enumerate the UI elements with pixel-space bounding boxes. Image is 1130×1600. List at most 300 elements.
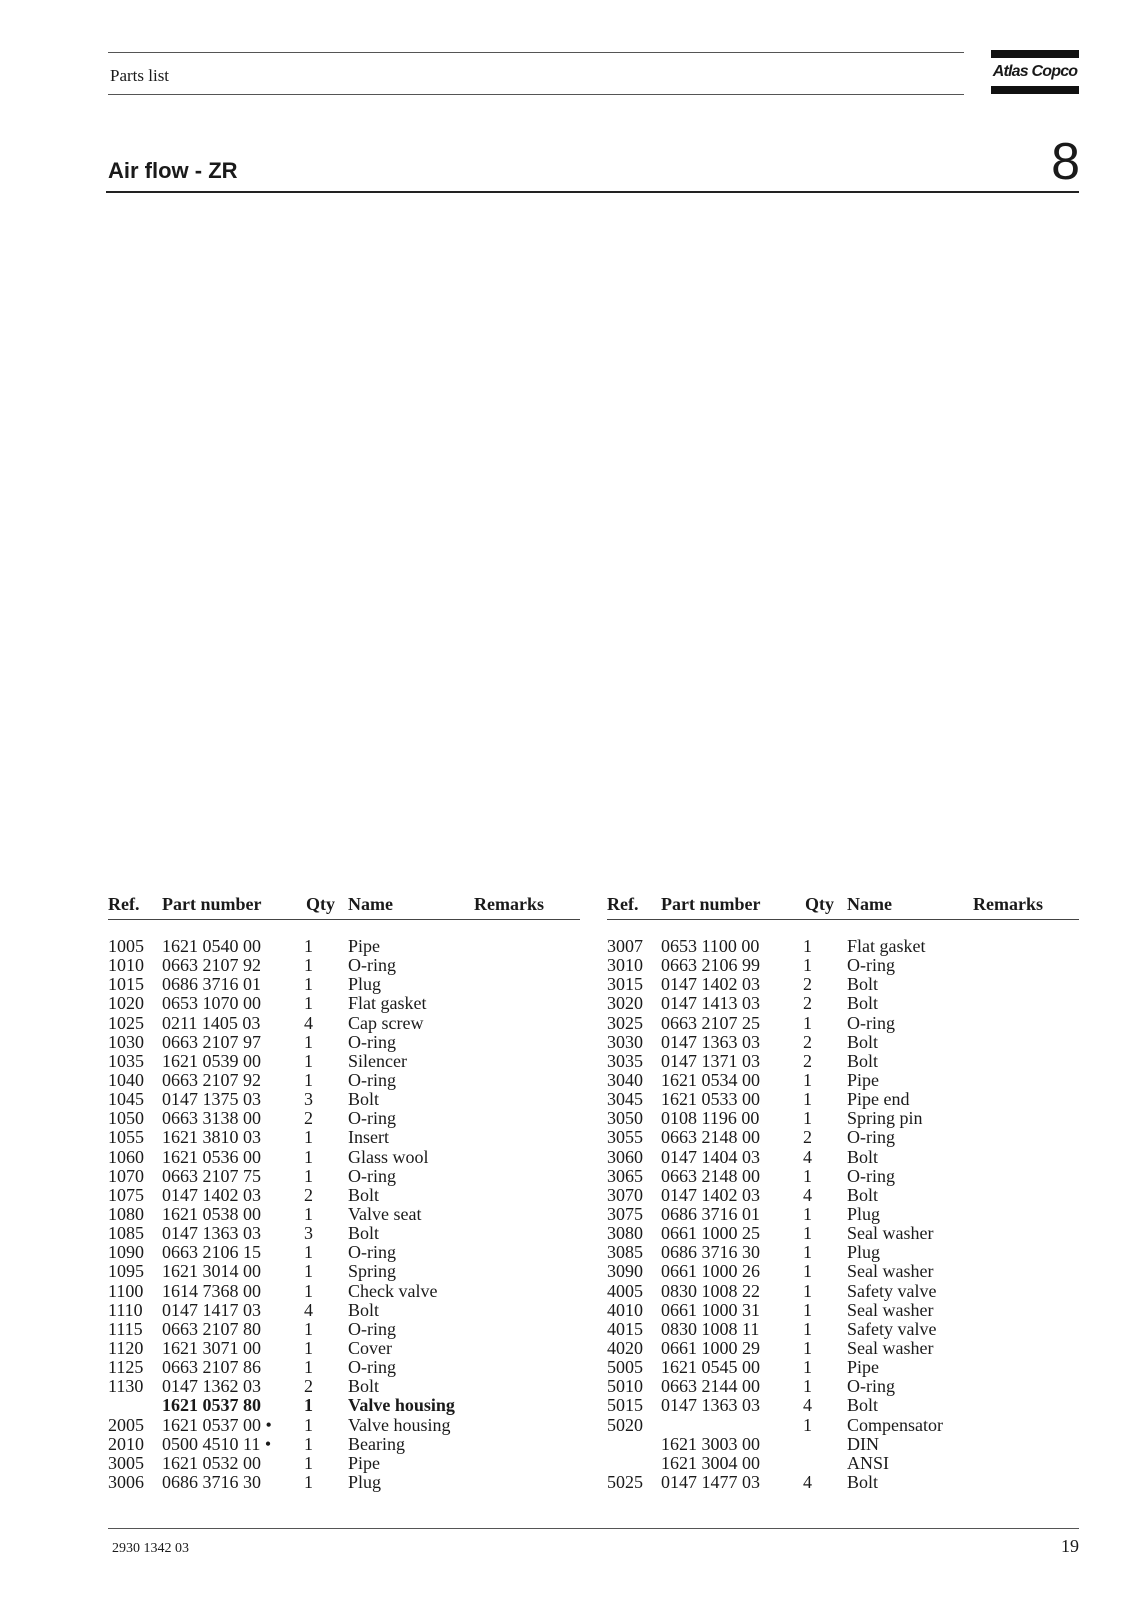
- name-cell: O-ring: [348, 1031, 396, 1052]
- header-part-number: Part number: [162, 894, 262, 914]
- ref-cell: 1120: [108, 1337, 144, 1358]
- table-row: [108, 1416, 580, 1435]
- qty-cell: 2: [803, 1127, 812, 1148]
- qty-cell: 1: [304, 1146, 313, 1167]
- header-ref: Ref.: [607, 894, 639, 914]
- ref-cell: 1055: [108, 1127, 144, 1148]
- qty-cell: 1: [304, 1433, 313, 1454]
- table-row: [108, 1090, 580, 1109]
- part-number-cell: 0211 1405 03: [162, 1012, 261, 1033]
- name-cell: Bolt: [847, 1050, 879, 1071]
- header-label: Parts list: [110, 66, 170, 85]
- footer-page-number: 19: [1061, 1536, 1079, 1556]
- ref-cell: 1010: [108, 955, 144, 976]
- section-rule: [106, 191, 1079, 193]
- ref-cell: 1125: [108, 1357, 144, 1378]
- name-cell: O-ring: [348, 1357, 396, 1378]
- name-cell: Seal washer: [847, 1261, 934, 1282]
- table-row: [607, 1090, 1079, 1109]
- qty-cell: 4: [803, 1395, 812, 1416]
- ref-cell: 3065: [607, 1165, 643, 1186]
- part-number-cell: 0147 1363 03: [162, 1223, 261, 1244]
- name-cell: Plug: [348, 1471, 382, 1492]
- name-cell: Bolt: [348, 1376, 380, 1397]
- qty-cell: 1: [304, 1357, 313, 1378]
- ref-cell: 1080: [108, 1203, 144, 1224]
- ref-cell: 3035: [607, 1050, 643, 1071]
- part-number-cell: 0663 2107 92: [162, 955, 261, 976]
- table-row: [607, 937, 1079, 956]
- name-cell: Plug: [847, 1242, 881, 1263]
- parts-table-right: [607, 895, 1079, 1492]
- ref-cell: 3040: [607, 1069, 643, 1090]
- table-row: [108, 1358, 580, 1377]
- part-number-cell: 1621 0539 00: [162, 1050, 261, 1071]
- qty-cell: 1: [304, 1318, 313, 1339]
- header-qty: Qty: [306, 894, 335, 914]
- ref-cell: 3060: [607, 1146, 643, 1167]
- qty-cell: 1: [803, 1376, 812, 1397]
- ref-cell: 5010: [607, 1376, 643, 1397]
- ref-cell: 5005: [607, 1357, 643, 1378]
- part-number-cell: 0663 2107 97: [162, 1031, 261, 1052]
- table-row: [607, 1224, 1079, 1243]
- table-row: [607, 1435, 1079, 1454]
- part-number-cell: 0147 1477 03: [661, 1471, 760, 1492]
- part-number-cell: 0653 1100 00: [661, 936, 760, 956]
- part-number-cell: 1621 0532 00: [162, 1452, 261, 1473]
- ref-cell: 3006: [108, 1471, 144, 1492]
- ref-cell: 1100: [108, 1280, 144, 1301]
- name-cell: Spring: [348, 1261, 397, 1282]
- ref-cell: 3090: [607, 1261, 643, 1282]
- qty-cell: 2: [803, 974, 812, 995]
- ref-cell: 1045: [108, 1089, 144, 1110]
- qty-cell: 1: [304, 1471, 313, 1492]
- header-top-rule: [108, 52, 964, 53]
- name-cell: Seal washer: [847, 1223, 934, 1244]
- part-number-cell: 0663 2107 25: [661, 1012, 760, 1033]
- ref-cell: 5025: [607, 1471, 643, 1492]
- name-cell: Pipe: [847, 1069, 880, 1090]
- ref-cell: 1035: [108, 1050, 144, 1071]
- name-cell: Bolt: [847, 974, 879, 995]
- name-cell: Flat gasket: [348, 993, 427, 1014]
- part-number-cell: 0147 1363 03: [661, 1031, 760, 1052]
- part-number-cell: 0108 1196 00: [661, 1108, 760, 1129]
- name-cell: Pipe: [348, 1452, 381, 1473]
- qty-cell: 1: [803, 1414, 812, 1435]
- table-row: [108, 1071, 580, 1090]
- table-header-rule: [108, 919, 580, 920]
- table-row: [108, 937, 580, 956]
- name-cell: Valve housing: [348, 1414, 451, 1435]
- qty-cell: 1: [803, 1203, 812, 1224]
- qty-cell: 1: [304, 993, 313, 1014]
- qty-cell: 1: [803, 1012, 812, 1033]
- name-cell: Cap screw: [348, 1012, 424, 1033]
- header-name: Name: [348, 894, 393, 914]
- qty-cell: 4: [803, 1146, 812, 1167]
- table-row: [108, 1224, 580, 1243]
- footer-rule: [108, 1528, 1079, 1529]
- table-row: [607, 1148, 1079, 1167]
- table-row: [607, 1014, 1079, 1033]
- ref-cell: 3070: [607, 1184, 643, 1205]
- ref-cell: 1060: [108, 1146, 144, 1167]
- footer-document-number: 2930 1342 03: [112, 1541, 189, 1556]
- part-number-cell: 0147 1375 03: [162, 1089, 261, 1110]
- ref-cell: 1110: [108, 1299, 143, 1320]
- ref-cell: 4020: [607, 1337, 643, 1358]
- table-row: [108, 1320, 580, 1339]
- part-number-cell: 0653 1070 00: [162, 993, 261, 1014]
- table-row: [607, 1128, 1079, 1147]
- name-cell: Pipe: [847, 1357, 880, 1378]
- part-number-cell: 1621 0538 00: [162, 1203, 261, 1224]
- name-cell: Pipe: [348, 936, 381, 956]
- table-row: [607, 1454, 1079, 1473]
- table-row: [108, 1282, 580, 1301]
- qty-cell: 1: [304, 1242, 313, 1263]
- section-title: Air flow - ZR: [108, 158, 238, 183]
- part-number-cell: 0663 2106 99: [661, 955, 760, 976]
- ref-cell: 1070: [108, 1165, 144, 1186]
- name-cell: Bolt: [847, 1031, 879, 1052]
- header-qty: Qty: [805, 894, 834, 914]
- part-number-cell: 1621 3810 03: [162, 1127, 261, 1148]
- qty-cell: 3: [304, 1089, 313, 1110]
- part-number-cell: 0663 2106 15: [162, 1242, 261, 1263]
- logo-text: Atlas Copco: [992, 63, 1078, 80]
- qty-cell: 1: [803, 1318, 812, 1339]
- table-row: [607, 1339, 1079, 1358]
- table-row: [108, 1109, 580, 1128]
- ref-cell: 4015: [607, 1318, 643, 1339]
- qty-cell: 1: [803, 936, 812, 956]
- ref-cell: 3025: [607, 1012, 643, 1033]
- name-cell: Bolt: [847, 993, 879, 1014]
- qty-cell: 1: [304, 1050, 313, 1071]
- ref-cell: 5020: [607, 1414, 643, 1435]
- part-number-cell: 1621 0545 00: [661, 1357, 760, 1378]
- qty-cell: 1: [803, 1069, 812, 1090]
- part-number-cell: 0147 1363 03: [661, 1395, 760, 1416]
- part-number-cell: 0147 1362 03: [162, 1376, 261, 1397]
- qty-cell: 1: [803, 1357, 812, 1378]
- table-row: [108, 1473, 580, 1492]
- table-row: [108, 1377, 580, 1396]
- parts-table-left: [108, 895, 580, 1492]
- part-number-cell: 0663 2144 00: [661, 1376, 760, 1397]
- table-row: [607, 1282, 1079, 1301]
- qty-cell: 1: [803, 1089, 812, 1110]
- name-cell: Bolt: [348, 1223, 380, 1244]
- ref-cell: 5015: [607, 1395, 643, 1416]
- name-cell: Seal washer: [847, 1337, 934, 1358]
- header-part-number: Part number: [661, 894, 761, 914]
- name-cell: Seal washer: [847, 1299, 934, 1320]
- qty-cell: 1: [803, 1280, 812, 1301]
- qty-cell: 1: [304, 1395, 313, 1416]
- qty-cell: 1: [304, 1165, 313, 1186]
- qty-cell: 1: [803, 1261, 812, 1282]
- header-remarks: Remarks: [973, 894, 1043, 914]
- header-ref: Ref.: [108, 894, 140, 914]
- name-cell: Valve seat: [348, 1203, 422, 1224]
- part-number-cell: 1621 0534 00: [661, 1069, 760, 1090]
- part-number-cell: 0830 1008 22: [661, 1280, 760, 1301]
- logo-top-bar: [991, 50, 1079, 58]
- part-number-cell: 0686 3716 01: [162, 974, 261, 995]
- ref-cell: 3010: [607, 955, 643, 976]
- qty-cell: 1: [304, 1203, 313, 1224]
- ref-cell: 1050: [108, 1108, 144, 1129]
- qty-cell: 2: [304, 1376, 313, 1397]
- table-row: [607, 1071, 1079, 1090]
- table-row: [108, 1243, 580, 1262]
- table-row: [607, 1167, 1079, 1186]
- part-number-cell: 0686 3716 01: [661, 1203, 760, 1224]
- name-cell: O-ring: [348, 1242, 396, 1263]
- ref-cell: 2005: [108, 1414, 144, 1435]
- part-number-cell: 0830 1008 11: [661, 1318, 760, 1339]
- part-number-cell: 0663 3138 00: [162, 1108, 261, 1129]
- name-cell: O-ring: [847, 1127, 895, 1148]
- name-cell: Bolt: [348, 1184, 380, 1205]
- name-cell: O-ring: [348, 1069, 396, 1090]
- table-row: [607, 1416, 1079, 1435]
- table-row: [108, 1339, 580, 1358]
- table-row: [607, 1052, 1079, 1071]
- name-cell: O-ring: [847, 1376, 895, 1397]
- name-cell: Cover: [348, 1337, 392, 1358]
- table-row: [108, 1167, 580, 1186]
- name-cell: O-ring: [348, 1165, 396, 1186]
- qty-cell: 1: [803, 1165, 812, 1186]
- ref-cell: 1130: [108, 1376, 144, 1397]
- qty-cell: 1: [803, 1299, 812, 1320]
- table-row: [108, 1301, 580, 1320]
- part-number-cell: 0663 2148 00: [661, 1165, 760, 1186]
- ref-cell: 1090: [108, 1242, 144, 1263]
- table-row: [108, 1454, 580, 1473]
- table-header-row: [607, 895, 1079, 919]
- part-number-cell: 0500 4510 11 •: [162, 1433, 272, 1454]
- table-row: [607, 1301, 1079, 1320]
- ref-cell: 1040: [108, 1069, 144, 1090]
- qty-cell: 1: [304, 955, 313, 976]
- part-number-cell: 1621 0536 00: [162, 1146, 261, 1167]
- qty-cell: 4: [304, 1299, 313, 1320]
- part-number-cell: 1621 3014 00: [162, 1261, 261, 1282]
- part-number-cell: 0147 1402 03: [661, 974, 760, 995]
- ref-cell: 1115: [108, 1318, 143, 1339]
- table-row: [607, 1320, 1079, 1339]
- part-number-cell: 0663 2107 75: [162, 1165, 261, 1186]
- part-number-cell: 0686 3716 30: [661, 1242, 760, 1263]
- ref-cell: 1020: [108, 993, 144, 1014]
- table-row: [607, 1377, 1079, 1396]
- part-number-cell: 0147 1413 03: [661, 993, 760, 1014]
- qty-cell: 2: [803, 1031, 812, 1052]
- ref-cell: 3020: [607, 993, 643, 1014]
- name-cell: Bolt: [847, 1471, 879, 1492]
- table-rows: [607, 937, 1079, 1492]
- qty-cell: 1: [304, 1280, 313, 1301]
- table-row: [607, 956, 1079, 975]
- qty-cell: 1: [803, 1108, 812, 1129]
- table-row: [108, 1014, 580, 1033]
- table-row: [607, 975, 1079, 994]
- table-row: [108, 1148, 580, 1167]
- ref-cell: 4010: [607, 1299, 643, 1320]
- ref-cell: 2010: [108, 1433, 144, 1454]
- table-row: [108, 994, 580, 1013]
- table-row: [108, 1396, 580, 1415]
- table-row: [607, 1109, 1079, 1128]
- table-row: [607, 1033, 1079, 1052]
- name-cell: Bearing: [348, 1433, 405, 1454]
- qty-cell: 1: [304, 974, 313, 995]
- ref-cell: 1005: [108, 936, 144, 956]
- section-number: 8: [1051, 133, 1080, 191]
- qty-cell: 2: [803, 993, 812, 1014]
- table-row: [108, 1128, 580, 1147]
- qty-cell: 1: [304, 1414, 313, 1435]
- name-cell: O-ring: [847, 955, 895, 976]
- qty-cell: 1: [803, 1337, 812, 1358]
- part-number-cell: 0661 1000 25: [661, 1223, 760, 1244]
- part-number-cell: 0661 1000 26: [661, 1261, 760, 1282]
- qty-cell: 1: [304, 1337, 313, 1358]
- qty-cell: 4: [803, 1471, 812, 1492]
- name-cell: Silencer: [348, 1050, 407, 1071]
- part-number-cell: 0147 1371 03: [661, 1050, 760, 1071]
- table-row: [607, 1473, 1079, 1492]
- part-number-cell: 1621 0540 00: [162, 936, 261, 956]
- ref-cell: 3005: [108, 1452, 144, 1473]
- ref-cell: 1025: [108, 1012, 144, 1033]
- part-number-cell: 0663 2107 86: [162, 1357, 261, 1378]
- qty-cell: 1: [304, 936, 313, 956]
- ref-cell: 1085: [108, 1223, 144, 1244]
- table-row: [607, 1262, 1079, 1281]
- ref-cell: 1095: [108, 1261, 144, 1282]
- name-cell: O-ring: [348, 1108, 396, 1129]
- qty-cell: 1: [304, 1261, 313, 1282]
- ref-cell: 3080: [607, 1223, 643, 1244]
- ref-cell: 3045: [607, 1089, 643, 1110]
- ref-cell: 4005: [607, 1280, 643, 1301]
- qty-cell: 4: [803, 1184, 812, 1205]
- atlas-copco-logo: [991, 50, 1079, 94]
- part-number-cell: 0663 2148 00: [661, 1127, 760, 1148]
- ref-cell: 3015: [607, 974, 643, 995]
- part-number-cell: 0147 1402 03: [661, 1184, 760, 1205]
- qty-cell: 1: [304, 1127, 313, 1148]
- table-row: [108, 956, 580, 975]
- qty-cell: 1: [803, 1242, 812, 1263]
- part-number-cell: 0663 2107 80: [162, 1318, 261, 1339]
- name-cell: Bolt: [847, 1184, 879, 1205]
- part-number-cell: 1621 0537 00 •: [162, 1414, 272, 1435]
- name-cell: Plug: [847, 1203, 881, 1224]
- table-row: [108, 1186, 580, 1205]
- name-cell: Spring pin: [847, 1108, 923, 1129]
- table-row: [607, 1358, 1079, 1377]
- table-row: [108, 1052, 580, 1071]
- name-cell: O-ring: [348, 1318, 396, 1339]
- name-cell: Safety valve: [847, 1318, 937, 1339]
- part-number-cell: 0663 2107 92: [162, 1069, 261, 1090]
- name-cell: Bolt: [847, 1146, 879, 1167]
- part-number-cell: 0661 1000 29: [661, 1337, 760, 1358]
- name-cell: O-ring: [847, 1012, 895, 1033]
- qty-cell: 2: [803, 1050, 812, 1071]
- table-rows: [108, 937, 580, 1492]
- table-row: [108, 1262, 580, 1281]
- part-number-cell: 1621 3003 00: [661, 1433, 760, 1454]
- part-number-cell: 0147 1417 03: [162, 1299, 261, 1320]
- qty-cell: 3: [304, 1223, 313, 1244]
- name-cell: Bolt: [847, 1395, 879, 1416]
- part-number-cell: 0147 1404 03: [661, 1146, 760, 1167]
- table-row: [108, 1435, 580, 1454]
- qty-cell: 2: [304, 1184, 313, 1205]
- logo-bottom-bar: [991, 86, 1079, 94]
- qty-cell: 4: [304, 1012, 313, 1033]
- table-row: [607, 1205, 1079, 1224]
- name-cell: Bolt: [348, 1299, 380, 1320]
- name-cell: Flat gasket: [847, 936, 926, 956]
- part-number-cell: 0661 1000 31: [661, 1299, 760, 1320]
- ref-cell: 3050: [607, 1108, 643, 1129]
- header-name: Name: [847, 894, 892, 914]
- table-row: [607, 994, 1079, 1013]
- name-cell: Compensator: [847, 1414, 943, 1435]
- name-cell: Bolt: [348, 1089, 380, 1110]
- qty-cell: 1: [803, 1223, 812, 1244]
- name-cell: DIN: [847, 1433, 879, 1454]
- ref-cell: 3030: [607, 1031, 643, 1052]
- table-row: [607, 1243, 1079, 1262]
- qty-cell: 2: [304, 1108, 313, 1129]
- table-row: [607, 1186, 1079, 1205]
- table-header-row: [108, 895, 580, 919]
- name-cell: Plug: [348, 974, 382, 995]
- name-cell: Pipe end: [847, 1089, 910, 1110]
- qty-cell: 1: [803, 955, 812, 976]
- part-number-cell: 0686 3716 30: [162, 1471, 261, 1492]
- name-cell: Check valve: [348, 1280, 438, 1301]
- part-number-cell: 1621 3071 00: [162, 1337, 261, 1358]
- table-row: [108, 1033, 580, 1052]
- ref-cell: 1015: [108, 974, 144, 995]
- ref-cell: 3007: [607, 936, 643, 956]
- qty-cell: 1: [304, 1031, 313, 1052]
- table-header-rule: [607, 919, 1079, 920]
- name-cell: O-ring: [348, 955, 396, 976]
- header-remarks: Remarks: [474, 894, 544, 914]
- part-number-cell: 1621 0533 00: [661, 1089, 760, 1110]
- part-number-cell: 1621 3004 00: [661, 1452, 760, 1473]
- name-cell: O-ring: [847, 1165, 895, 1186]
- name-cell: Safety valve: [847, 1280, 937, 1301]
- part-number-cell: 1621 0537 80: [162, 1395, 261, 1416]
- ref-cell: 1030: [108, 1031, 144, 1052]
- name-cell: ANSI: [847, 1452, 890, 1473]
